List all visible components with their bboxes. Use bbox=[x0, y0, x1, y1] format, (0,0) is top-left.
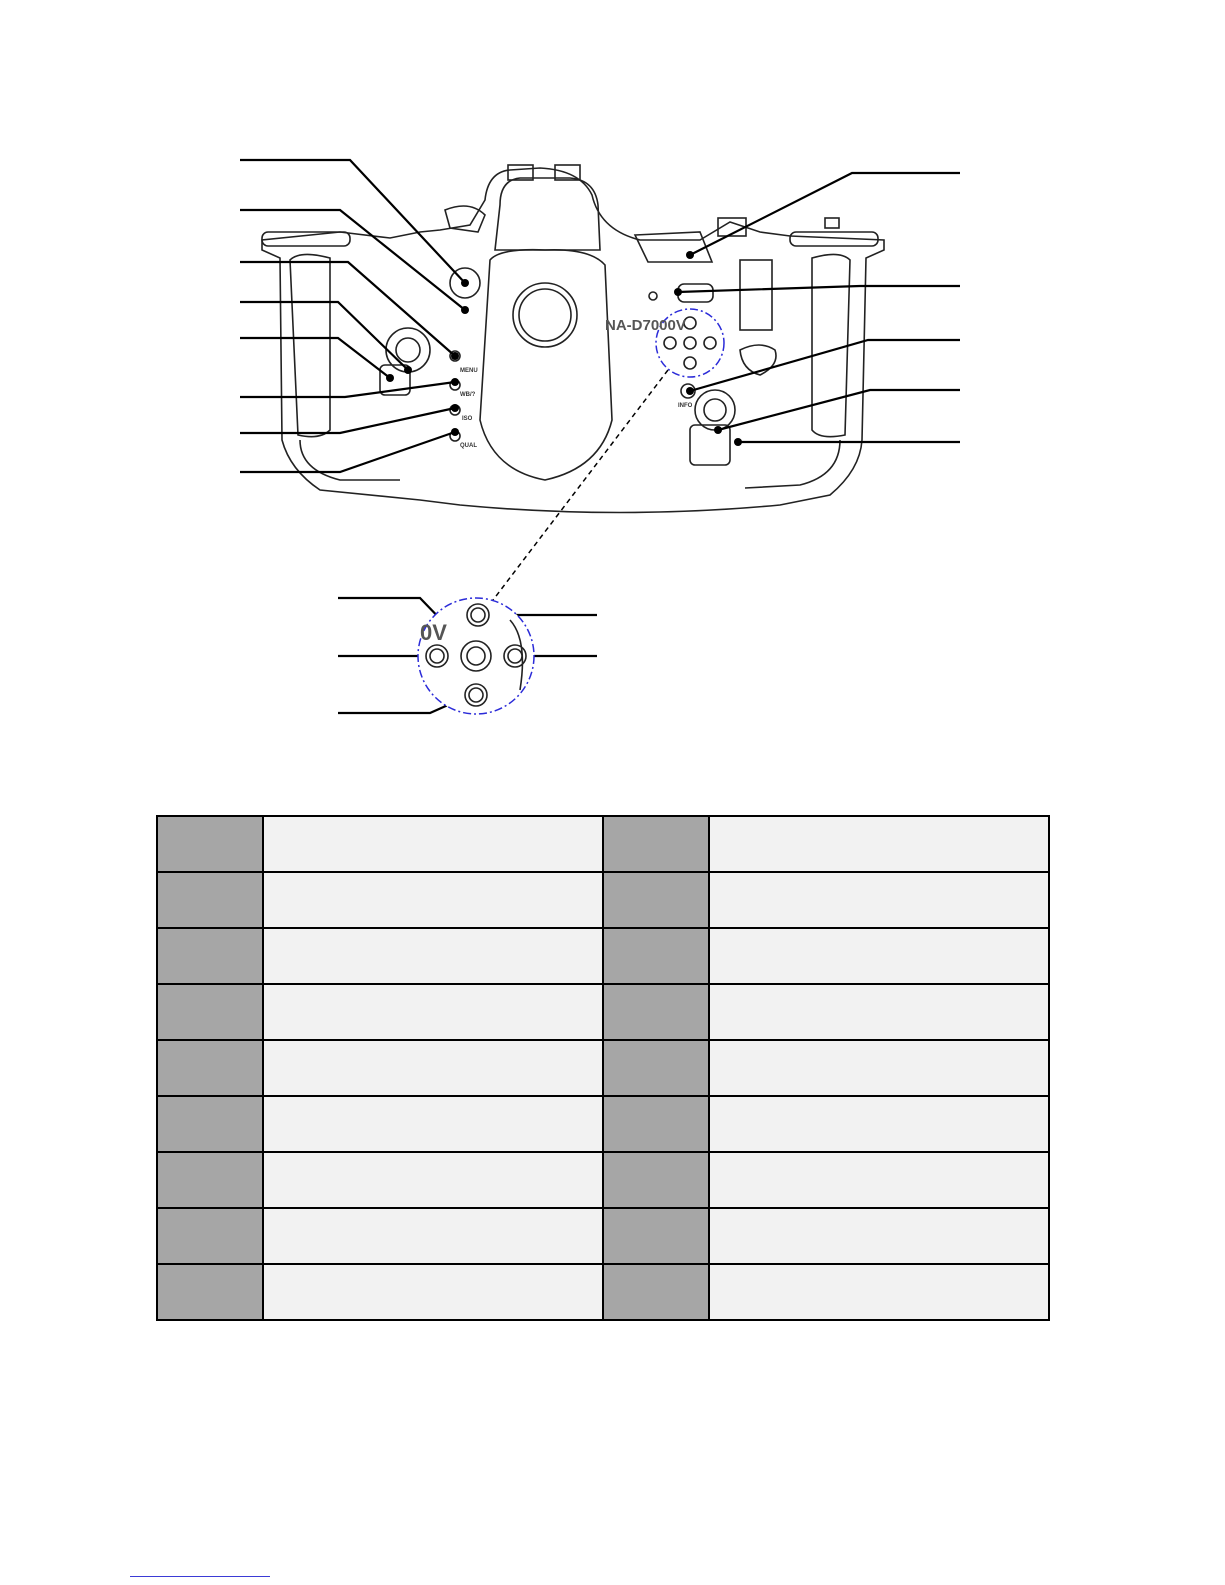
part-number-cell bbox=[603, 984, 709, 1040]
part-number-cell bbox=[157, 1208, 263, 1264]
table-row bbox=[157, 1264, 1049, 1320]
part-number-cell bbox=[157, 928, 263, 984]
part-description-cell bbox=[709, 1152, 1049, 1208]
part-description-cell bbox=[709, 928, 1049, 984]
part-description-cell bbox=[263, 928, 603, 984]
part-description-cell bbox=[263, 1264, 603, 1320]
table-row bbox=[157, 928, 1049, 984]
left-grip bbox=[290, 254, 330, 436]
part-description-cell bbox=[709, 1208, 1049, 1264]
leader-line-left-2 bbox=[240, 210, 465, 310]
table-row bbox=[157, 1040, 1049, 1096]
part-description-cell bbox=[709, 1096, 1049, 1152]
table-row bbox=[157, 1152, 1049, 1208]
wb-button-label: WB/? bbox=[460, 392, 476, 398]
part-number-cell bbox=[603, 1096, 709, 1152]
part-number-cell bbox=[603, 1208, 709, 1264]
qual-button-label: QUAL bbox=[460, 443, 477, 449]
part-number-cell bbox=[157, 1264, 263, 1320]
info-button-label: INFO bbox=[678, 403, 693, 409]
part-description-cell bbox=[263, 984, 603, 1040]
dpad-inset-circle bbox=[418, 598, 534, 714]
part-number-cell bbox=[603, 1264, 709, 1320]
part-description-cell bbox=[709, 1264, 1049, 1320]
inset-model-fragment: 0V bbox=[420, 620, 447, 645]
leader-line-right-3 bbox=[690, 340, 960, 391]
part-description-cell bbox=[263, 1208, 603, 1264]
part-number-cell bbox=[603, 1040, 709, 1096]
right-grip bbox=[812, 254, 850, 436]
part-description-cell bbox=[263, 1096, 603, 1152]
part-number-cell bbox=[157, 816, 263, 872]
lcd-panel bbox=[480, 250, 612, 480]
part-number-cell bbox=[157, 872, 263, 928]
part-number-cell bbox=[157, 1096, 263, 1152]
leader-line-left-4 bbox=[240, 302, 408, 370]
part-description-cell bbox=[263, 1040, 603, 1096]
part-number-cell bbox=[603, 928, 709, 984]
leader-line-right-1 bbox=[690, 173, 960, 255]
table-row bbox=[157, 816, 1049, 872]
footer-rule bbox=[130, 1576, 270, 1577]
leader-line-left-7 bbox=[240, 408, 455, 433]
part-number-cell bbox=[157, 1040, 263, 1096]
housing-body-outline bbox=[262, 168, 884, 513]
menu-button-label: MENU bbox=[460, 368, 478, 374]
table-row bbox=[157, 872, 1049, 928]
part-description-cell bbox=[263, 872, 603, 928]
leader-line-left-6 bbox=[240, 382, 455, 397]
iso-button-label: ISO bbox=[462, 416, 473, 422]
part-number-cell bbox=[157, 984, 263, 1040]
part-number-cell bbox=[603, 872, 709, 928]
leader-line-right-4 bbox=[718, 390, 960, 430]
table-row bbox=[157, 1096, 1049, 1152]
part-description-cell bbox=[709, 1040, 1049, 1096]
viewfinder-port bbox=[513, 283, 577, 347]
part-description-cell bbox=[263, 1152, 603, 1208]
part-description-cell bbox=[709, 872, 1049, 928]
part-description-cell bbox=[263, 816, 603, 872]
part-number-cell bbox=[603, 1152, 709, 1208]
leader-line-right-2 bbox=[678, 286, 960, 292]
inset-connector-line bbox=[490, 370, 668, 604]
model-label: NA-D7000V bbox=[605, 317, 686, 334]
table-row bbox=[157, 1208, 1049, 1264]
leader-line-left-8 bbox=[240, 432, 455, 472]
part-number-cell bbox=[603, 816, 709, 872]
part-description-cell bbox=[709, 984, 1049, 1040]
leader-line-left-5 bbox=[240, 338, 390, 378]
part-description-cell bbox=[709, 816, 1049, 872]
parts-table bbox=[156, 815, 1050, 1321]
table-row bbox=[157, 984, 1049, 1040]
part-number-cell bbox=[157, 1152, 263, 1208]
